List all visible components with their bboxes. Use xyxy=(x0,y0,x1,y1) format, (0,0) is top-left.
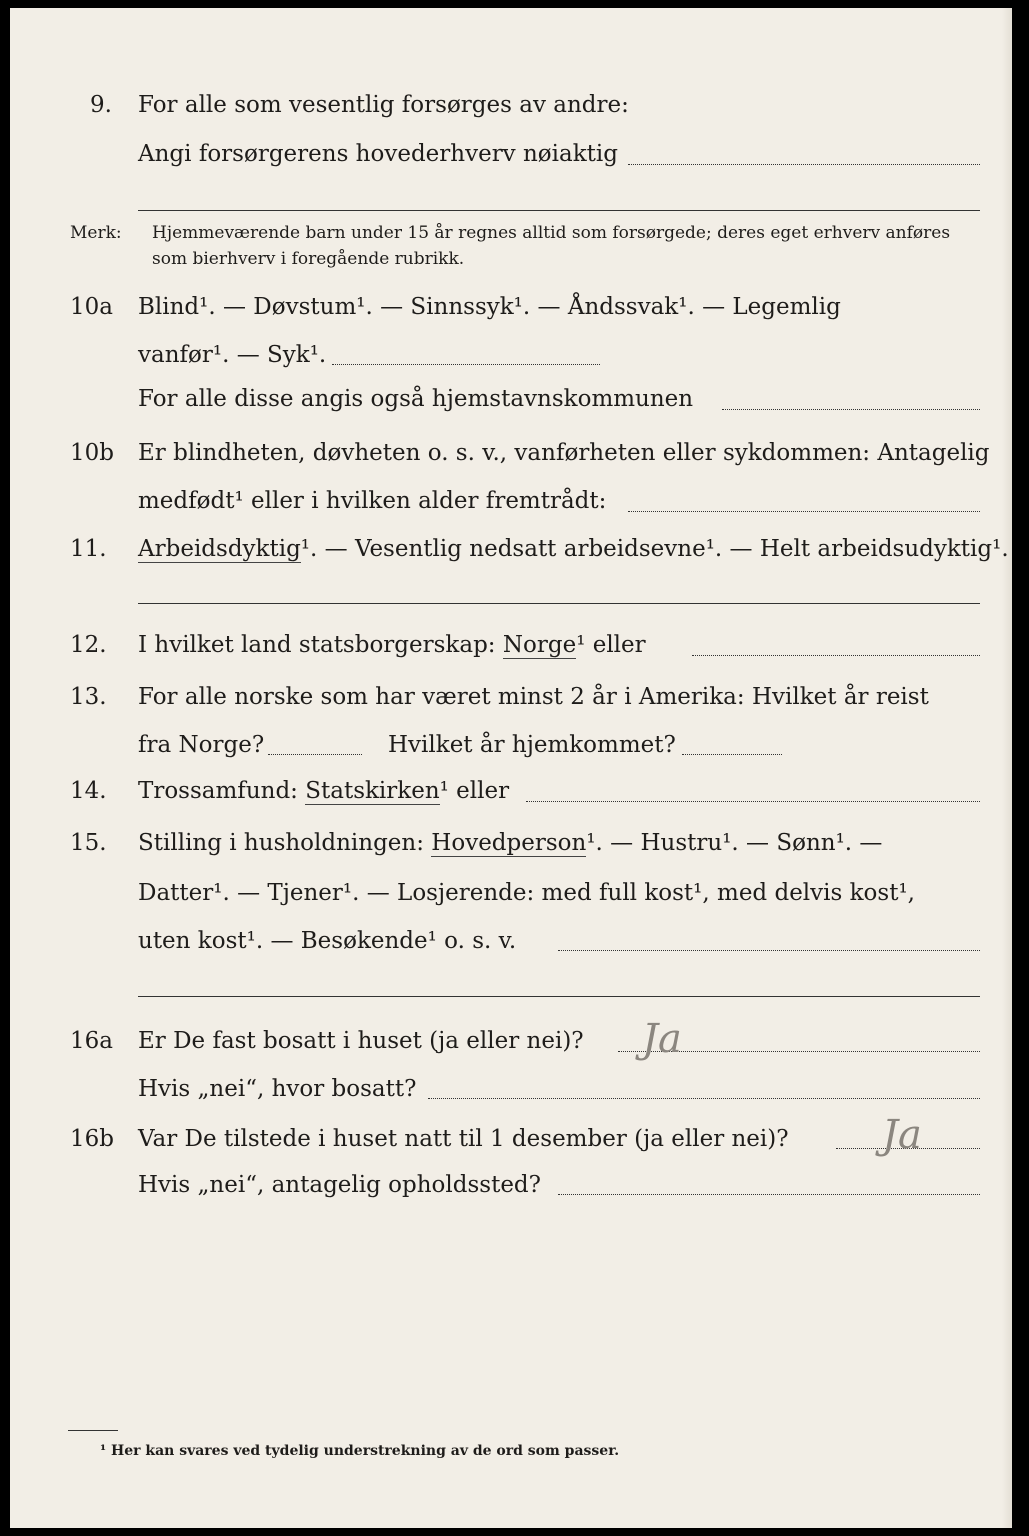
census-form-page xyxy=(10,8,1012,1528)
footnote: ¹ Her kan svares ved tydelig understrekning av de ord som passer. xyxy=(100,1443,620,1459)
question-text: Hvis „nei“, antagelig opholdssted? xyxy=(138,1172,541,1198)
question-number: 13. xyxy=(70,684,107,710)
question-number: 16b xyxy=(70,1126,114,1152)
underlined-answer: Arbeidsdyktig xyxy=(138,536,301,562)
underlined-answer: Hovedperson xyxy=(431,830,587,856)
question-number: 10b xyxy=(70,440,114,466)
question-number: 15. xyxy=(70,830,107,856)
handwritten-answer: Ja xyxy=(882,1112,922,1158)
answer-line[interactable] xyxy=(558,950,980,951)
question-text: vanfør¹. — Syk¹. xyxy=(138,342,327,368)
answer-line[interactable] xyxy=(722,409,980,410)
question-text: Er De fast bosatt i huset (ja eller nei)? xyxy=(138,1028,584,1054)
footnote-divider xyxy=(68,1430,118,1431)
answer-line[interactable] xyxy=(558,1194,980,1195)
question-text: Er blindheten, døvheten o. s. v., vanførheten eller sykdommen: Antagelig xyxy=(138,440,990,466)
answer-line[interactable] xyxy=(628,164,980,165)
underlined-answer: Statskirken xyxy=(305,778,440,804)
question-text: For alle disse angis også hjemstavnskommunen xyxy=(138,386,694,412)
answer-line[interactable] xyxy=(138,210,980,211)
question-text: For alle som vesentlig forsørges av andre: xyxy=(138,92,629,118)
answer-line[interactable] xyxy=(428,1098,980,1099)
answer-line[interactable] xyxy=(138,996,980,997)
question-text-pre: Trossamfund: xyxy=(138,778,298,804)
question-text: Datter¹. — Tjener¹. — Losjerende: med full kost¹, med delvis kost¹, xyxy=(138,880,915,906)
answer-line[interactable] xyxy=(268,754,362,755)
underlined-answer: Norge xyxy=(502,632,577,658)
answer-line[interactable] xyxy=(138,603,980,604)
question-number: 14. xyxy=(70,778,107,804)
question-text: Var De tilstede i huset natt til 1 desember (ja eller nei)? xyxy=(138,1126,789,1152)
question-text: medfødt¹ eller i hvilken alder fremtrådt: xyxy=(138,488,607,514)
question-text-post: ¹. — Hustru¹. — Sønn¹. — xyxy=(586,830,883,856)
note-label: Merk: xyxy=(70,223,122,243)
question-text: Blind¹. — Døvstum¹. — Sinnssyk¹. — Åndssvak¹. — Legemlig xyxy=(138,294,841,320)
question-number: 10a xyxy=(70,294,113,320)
question-text xyxy=(138,828,882,858)
note-text: Hjemmeværende barn under 15 år regnes alltid som forsørgede; deres eget erhverv anføres som bierhverv i foregående rubrikk. xyxy=(152,223,951,269)
question-number: 9. xyxy=(90,92,112,118)
question-text: Hvis „nei“, hvor bosatt? xyxy=(138,1076,417,1102)
question-text xyxy=(138,630,646,660)
question-text: uten kost¹. — Besøkende¹ o. s. v. xyxy=(138,928,517,954)
question-text: Hvilket år hjemkommet? xyxy=(388,732,676,758)
answer-line[interactable] xyxy=(692,655,980,656)
answer-line[interactable] xyxy=(628,511,980,512)
question-text: Angi forsørgerens hovederhverv nøiaktig xyxy=(138,141,618,167)
question-text-post: ¹ eller xyxy=(576,632,646,658)
question-text: fra Norge? xyxy=(138,732,265,758)
question-number: 12. xyxy=(70,632,107,658)
answer-line[interactable] xyxy=(682,754,782,755)
answer-line[interactable] xyxy=(332,364,600,365)
question-text xyxy=(138,534,1009,564)
question-text-pre: I hvilket land statsborgerskap: xyxy=(138,632,496,658)
question-text-pre: Stilling i husholdningen: xyxy=(138,830,424,856)
question-text: For alle norske som har været minst 2 år i Amerika: Hvilket år reist xyxy=(138,684,929,710)
question-number: 16a xyxy=(70,1028,113,1054)
question-text-post: ¹ eller xyxy=(439,778,510,804)
question-number: 11. xyxy=(70,536,107,562)
handwritten-answer: Ja xyxy=(642,1016,682,1062)
question-text xyxy=(138,776,509,806)
question-text-rest: ¹. — Vesentlig nedsatt arbeidsevne¹. — Helt arbeidsudyktig¹. xyxy=(300,536,1009,562)
answer-line[interactable] xyxy=(526,801,980,802)
page-edge xyxy=(1002,8,1012,1528)
